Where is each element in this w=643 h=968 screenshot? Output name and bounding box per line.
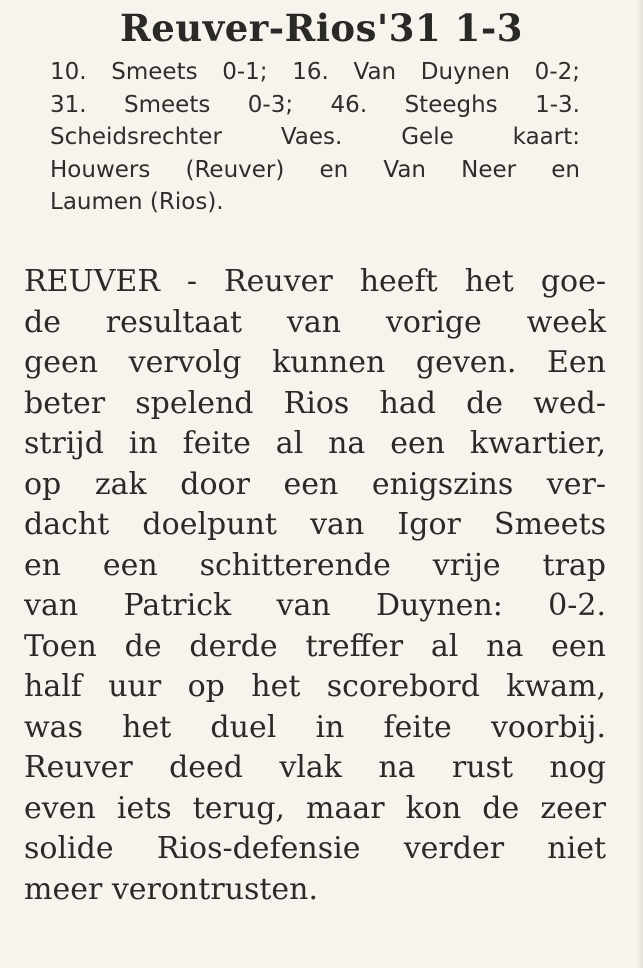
body-line: even iets terug, maar kon de zeer bbox=[24, 790, 606, 826]
body-line: strijd in feite al na een kwartier, bbox=[24, 426, 606, 461]
body-line: en een schitterende vrije trap bbox=[24, 547, 606, 583]
facts-line: 10. Smeets 0-1; 16. Van Duynen 0-2; bbox=[50, 59, 580, 85]
match-facts bbox=[50, 56, 580, 219]
body-line: Toen de derde treffer al na een bbox=[24, 628, 606, 664]
facts-line: Houwers (Reuver) en Van Neer en bbox=[50, 156, 580, 183]
article-body bbox=[24, 262, 606, 910]
body-line: geen vervolg kunnen geven. Een bbox=[24, 345, 606, 380]
facts-line: Laumen (Rios). bbox=[50, 189, 224, 215]
body-line: beter spelend Rios had de wed- bbox=[24, 385, 606, 421]
match-headline: Reuver-Rios'31 1-3 bbox=[120, 6, 523, 50]
body-line: was het duel in feite voorbij. bbox=[24, 709, 606, 745]
body-line: Reuver deed vlak na rust nog bbox=[24, 750, 606, 785]
body-line: de resultaat van vorige week bbox=[24, 304, 606, 340]
body-line: REUVER - Reuver heeft het goe- bbox=[24, 264, 606, 299]
body-line: dacht doelpunt van Igor Smeets bbox=[24, 507, 606, 542]
body-line: meer verontrusten. bbox=[24, 871, 319, 907]
body-line: solide Rios-defensie verder niet bbox=[24, 831, 606, 866]
body-line: van Patrick van Duynen: 0-2. bbox=[24, 588, 606, 623]
body-line: op zak door een enigszins ver- bbox=[24, 466, 606, 502]
body-line: half uur op het scorebord kwam, bbox=[24, 669, 606, 704]
paper-edge-shadow bbox=[637, 0, 643, 968]
facts-line: 31. Smeets 0-3; 46. Steeghs 1-3. bbox=[50, 91, 580, 118]
facts-line: Scheidsrechter Vaes. Gele kaart: bbox=[50, 124, 580, 150]
